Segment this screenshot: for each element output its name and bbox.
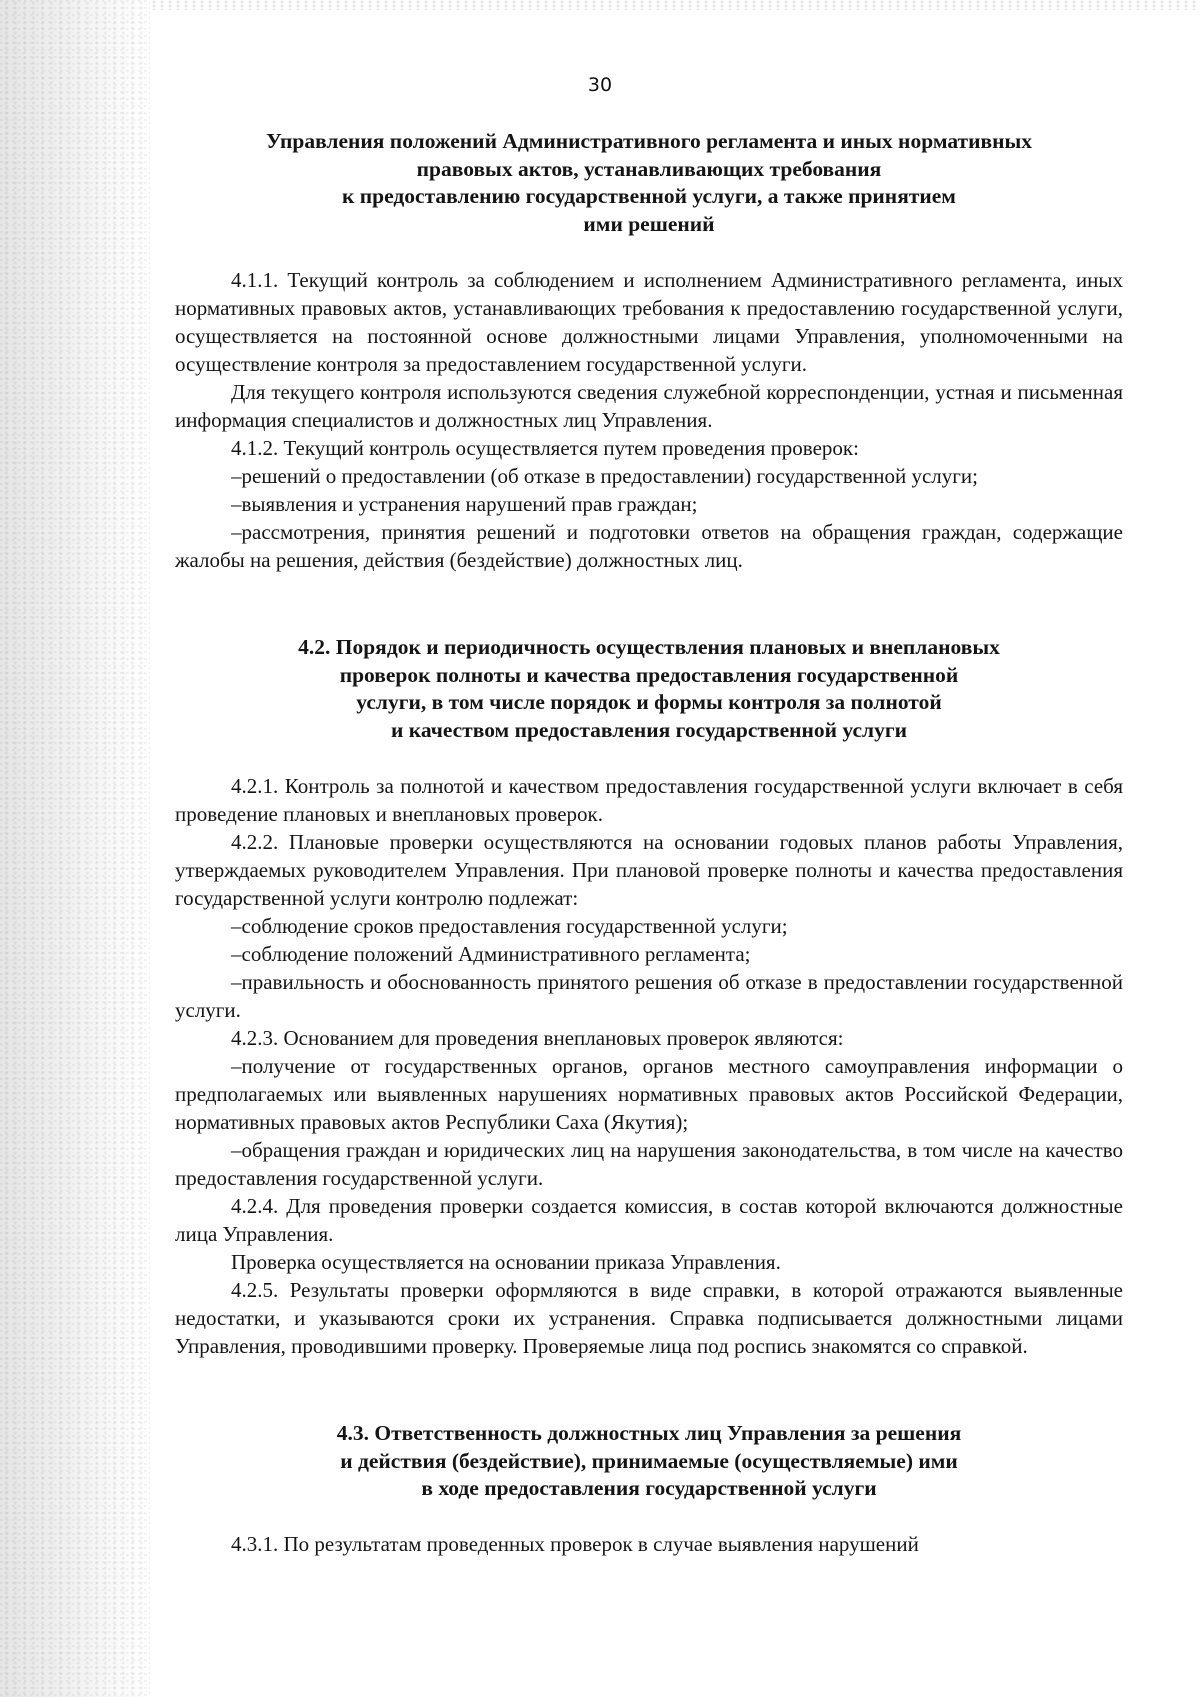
list-item: –решений о предоставлении (об отказе в предоставлении) государственной услуги;	[231, 464, 978, 488]
section-4-2-body	[175, 772, 1123, 1360]
paragraph: 4.2.4. Для проведения проверки создается комиссия, в состав которой включаются должностные лица Управления.	[175, 1194, 1123, 1246]
paragraph: Для текущего контроля используются сведения служебной корреспонденции, устная и письменная информация специалистов и должностных лиц Управления.	[175, 380, 1123, 432]
paragraph: 4.1.2. Текущий контроль осуществляется путем проведения проверок:	[231, 436, 859, 460]
list-item: –выявления и устранения нарушений прав граждан;	[231, 492, 698, 516]
paragraph: 4.3.1. По результатам проведенных проверок в случае выявления нарушений	[231, 1532, 919, 1556]
heading-line: Управления положений Административного регламента и иных нормативных	[265, 129, 1033, 153]
heading-line: ими решений	[583, 211, 715, 236]
heading-line: проверок полноты и качества предоставления государственной	[339, 662, 959, 687]
heading-line: услуги, в том числе порядок и формы контроля за полнотой	[356, 690, 942, 714]
section-4-3-heading	[175, 1420, 1123, 1503]
section-4-2-heading	[175, 634, 1123, 744]
heading-line: и качеством предоставления государственной услуги	[391, 717, 907, 742]
page-number: 30	[587, 74, 613, 96]
list-item: –рассмотрения, принятия решений и подготовки ответов на обращения граждан, содержащие жалобы на решения, действия (бездействие) должностных лиц.	[175, 520, 1123, 572]
heading-line: 4.3. Ответственность должностных лиц Управления за решения	[336, 1421, 962, 1445]
list-item: –правильность и обоснованность принятого решения об отказе в предоставлении государственной услуги.	[175, 970, 1123, 1022]
paragraph: 4.2.5. Результаты проверки оформляются в виде справки, в которой отражаются выявленные недостатки, и указываются сроки их устранения. Справка подписывается должностными лицами Управления, проводившими проверку. Проверяемые лица под роспись знакомятся со справкой.	[175, 1278, 1123, 1358]
heading-line: и действия (бездействие), принимаемые (осуществляемые) ими	[340, 1448, 958, 1473]
paragraph: Проверка осуществляется на основании приказа Управления.	[231, 1250, 781, 1274]
paragraph: 4.2.2. Плановые проверки осуществляются на основании годовых планов работы Управления, утверждаемых руководителем Управления. При плановой проверке полноты и качества предоставления государственной услуги контролю подлежат:	[175, 830, 1123, 910]
heading-line: 4.2. Порядок и периодичность осуществления плановых и внеплановых	[298, 635, 1000, 659]
section-4-1-heading	[175, 128, 1123, 238]
section-4-3-body	[175, 1530, 1123, 1558]
paragraph: 4.2.1. Контроль за полнотой и качеством предоставления государственной услуги включает в себя проведение плановых и внеплановых проверок.	[175, 774, 1123, 826]
list-item: –соблюдение положений Административного регламента;	[231, 942, 751, 966]
heading-line: правовых актов, устанавливающих требования	[416, 156, 882, 181]
list-item: –обращения граждан и юридических лиц на нарушения законодательства, в том числе на качество предоставления государственной услуги.	[175, 1138, 1123, 1190]
section-4-1-body	[175, 266, 1123, 574]
list-item: –получение от государственных органов, органов местного самоуправления информации о предполагаемых или выявленных нарушениях нормативных правовых актов Российской Федерации, нормативных правовых актов Республики Саха (Якутия);	[175, 1054, 1123, 1134]
heading-line: в ходе предоставления государственной услуги	[421, 1476, 877, 1500]
heading-line: к предоставлению государственной услуги, а также принятием	[342, 184, 956, 208]
paragraph: 4.2.3. Основанием для проведения внеплановых проверок являются:	[231, 1026, 844, 1050]
list-item: –соблюдение сроков предоставления государственной услуги;	[231, 914, 788, 938]
paragraph: 4.1.1. Текущий контроль за соблюдением и исполнением Административного регламента, иных нормативных правовых актов, устанавливающих требования к предоставлению государственной услуги, осуществляется на постоянной основе должностными лицами Управления, уполномоченными на осуществление контроля за предоставлением государственной услуги.	[175, 268, 1123, 376]
